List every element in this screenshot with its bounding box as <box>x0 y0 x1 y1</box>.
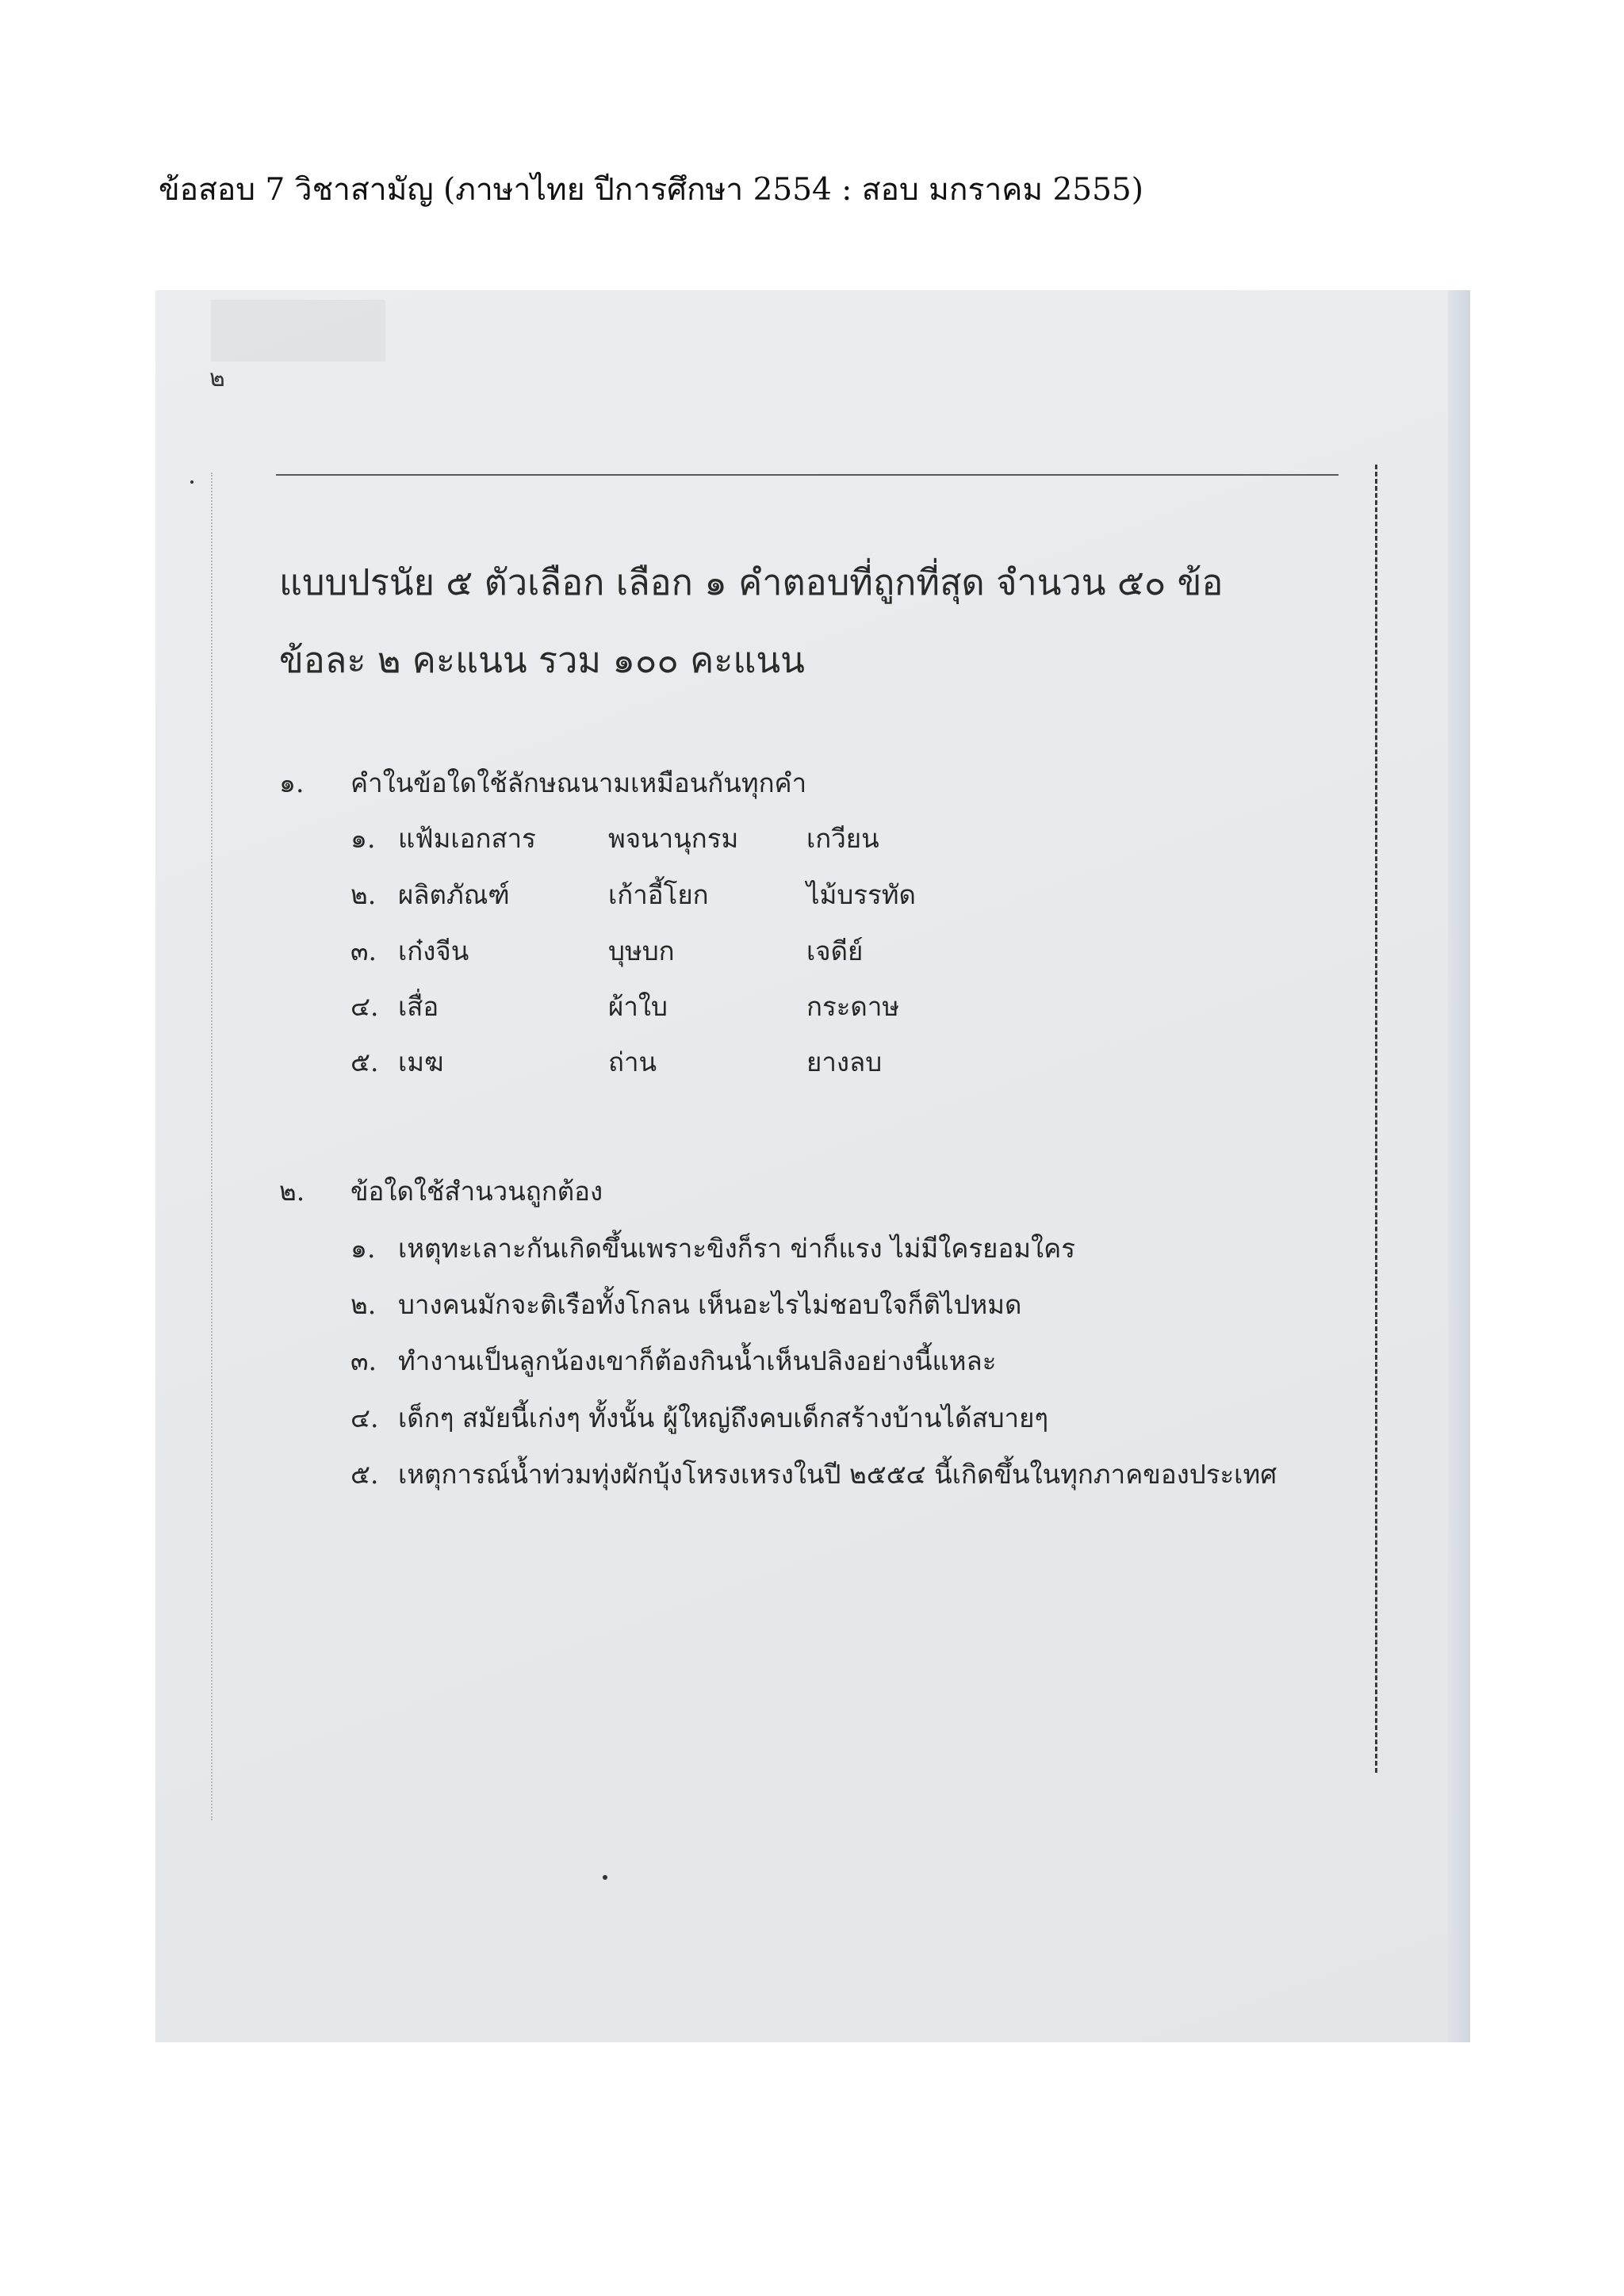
top-rule-line <box>276 474 1339 476</box>
photo-edge-strip <box>1448 290 1470 2042</box>
option-word: แฟ้มเอกสาร <box>398 823 536 854</box>
option-number: ๓. <box>350 936 377 966</box>
option-number: ๕. <box>350 1047 379 1077</box>
faded-stamp <box>211 300 385 362</box>
exam-instructions <box>279 544 1223 699</box>
question-number: ๑. <box>279 767 304 798</box>
option-word: ผ้าใบ <box>608 991 668 1022</box>
left-margin-line <box>211 473 213 1820</box>
question-number: ๒. <box>279 1176 305 1207</box>
paper-speck <box>603 1875 607 1880</box>
right-margin-line <box>1375 465 1377 1773</box>
option-number: ๒. <box>350 879 377 910</box>
option-number: ๓. <box>350 1345 377 1376</box>
option-number: ๑. <box>350 823 376 854</box>
option-number: ๔. <box>350 991 379 1022</box>
option-word: ถ่าน <box>608 1047 657 1077</box>
option-word: ยางลบ <box>806 1047 883 1077</box>
option-word: เก้าอี้โยก <box>608 879 709 910</box>
option-word: เกวียน <box>806 823 879 854</box>
option-text: ทำงานเป็นลูกน้องเขาก็ต้องกินน้ำเห็นปลิงอย่างนี้แหละ <box>398 1345 997 1376</box>
page-number: ๒ <box>209 365 225 392</box>
exam-page-photo <box>155 290 1470 2042</box>
paper-speck <box>190 480 193 484</box>
instruction-line: แบบปรนัย ๕ ตัวเลือก เลือก ๑ คำตอบที่ถูกที่สุด จำนวน ๕๐ ข้อ <box>279 561 1224 603</box>
option-word: ผลิตภัณฑ์ <box>398 879 510 910</box>
question-text: คำในข้อใดใช้ลักษณนามเหมือนกันทุกคำ <box>350 767 807 798</box>
option-text: บางคนมักจะติเรือทั้งโกลน เห็นอะไรไม่ชอบใจก็ติไปหมด <box>398 1289 1022 1320</box>
option-word: บุษบก <box>608 936 675 966</box>
option-number: ๒. <box>350 1289 377 1320</box>
document-header: ข้อสอบ 7 วิชาสามัญ (ภาษาไทย ปีการศึกษา 2554 : สอบ มกราคม 2555) <box>159 172 1143 208</box>
option-number: ๕. <box>350 1459 379 1490</box>
option-number: ๑. <box>350 1233 376 1264</box>
option-word: เก๋งจีน <box>398 936 469 966</box>
option-word: ไม้บรรทัด <box>806 879 916 910</box>
option-number: ๔. <box>350 1402 379 1433</box>
option-word: เสื่อ <box>398 991 439 1022</box>
option-text: เด็กๆ สมัยนี้เก่งๆ ทั้งนั้น ผู้ใหญ่ถึงคบเด็กสร้างบ้านได้สบายๆ <box>398 1402 1049 1433</box>
instruction-line: ข้อละ ๒ คะแนน รวม ๑๐๐ คะแนน <box>279 639 805 681</box>
option-text: เหตุการณ์น้ำท่วมทุ่งผักบุ้งโหรงเหรงในปี ๒๕๕๔ นี้เกิดขึ้นในทุกภาคของประเทศ <box>398 1459 1277 1490</box>
question-text: ข้อใดใช้สำนวนถูกต้อง <box>350 1176 603 1207</box>
option-word: กระดาษ <box>806 991 900 1022</box>
option-word: เจดีย์ <box>806 936 864 966</box>
option-text: เหตุทะเลาะกันเกิดขึ้นเพราะขิงก็รา ข่าก็แรง ไม่มีใครยอมใคร <box>398 1233 1075 1264</box>
option-word: เมฆ <box>398 1047 444 1077</box>
option-word: พจนานุกรม <box>608 823 739 854</box>
